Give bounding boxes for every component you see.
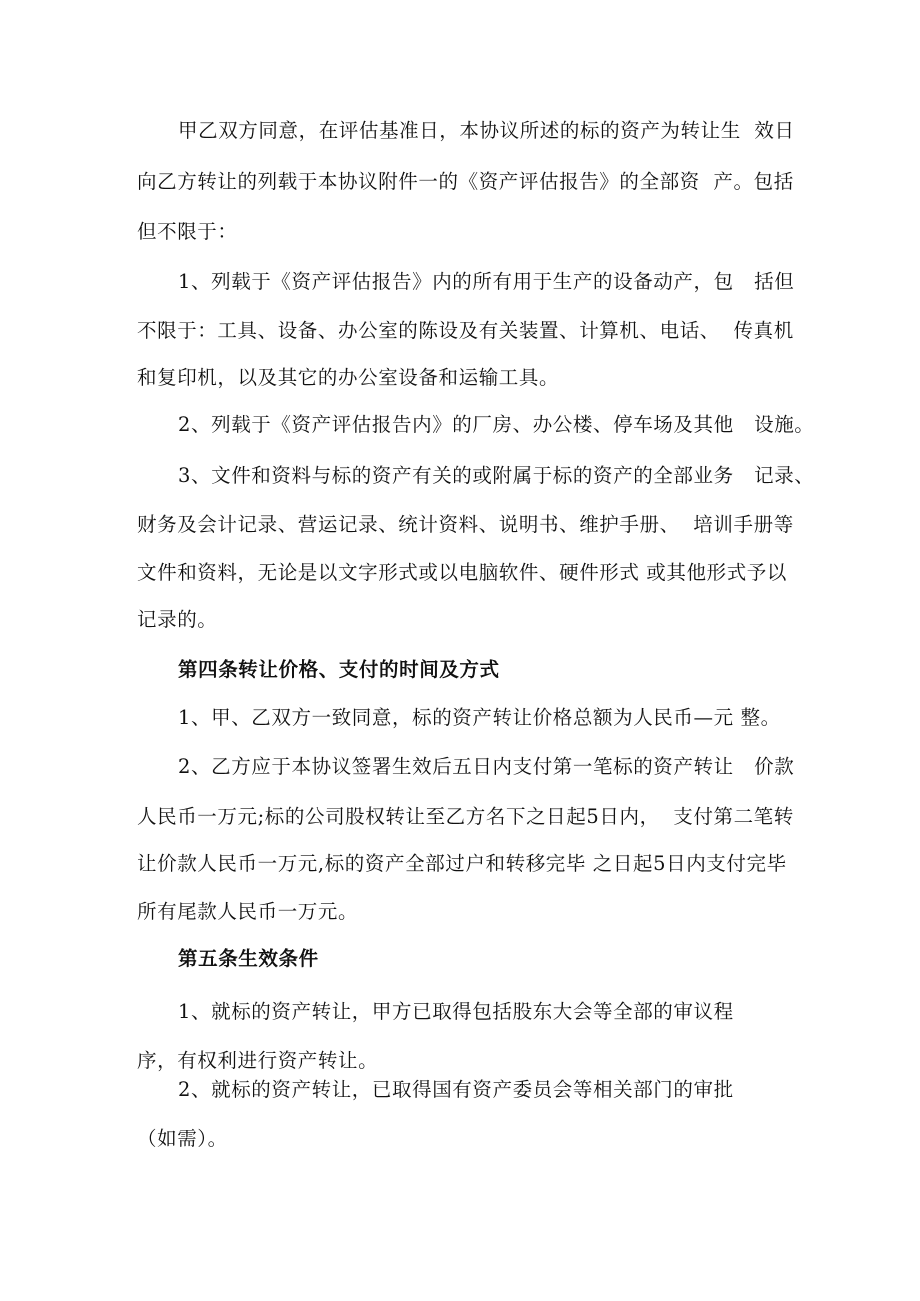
article5-p2-line-1: 2、就标的资产转让，已取得国有资产委员会等相关部门的审批 — [178, 1078, 734, 1101]
item1-line-1: 1、列载于《资产评估报告》内的所有用于生产的设备动产，包 括但 — [178, 270, 795, 293]
intro-line-3: 但不限于： — [137, 220, 238, 243]
item2-line-1: 2、列载于《资产评估报告内》的厂房、办公楼、停车场及其他 设施。 — [178, 413, 815, 436]
article5-p1-line-1: 1、就标的资产转让，甲方已取得包括股东大会等全部的审议程 — [178, 1000, 734, 1023]
article5-p1-line-2: 序，有权利进行资产转让。 — [137, 1049, 379, 1072]
item1-line-2: 不限于：工具、设备、办公室的陈设及有关装置、计算机、电话、 传真机 — [137, 319, 794, 342]
article4-p2-line-2: 人民币一万元;标的公司股权转让至乙方名下之日起5日内， 支付第二笔转 — [137, 805, 794, 828]
intro-line-2: 向乙方转让的列载于本协议附件一的《资产评估报告》的全部资 产。包括 — [137, 170, 794, 193]
article4-p2-line-3: 让价款人民币一万元,标的资产全部过户和转移完毕 之日起5日内支付完毕 — [137, 852, 787, 875]
item1-line-3: 和复印机，以及其它的办公室设备和运输工具。 — [137, 366, 560, 389]
article4-p2-line-4: 所有尾款人民币一万元。 — [137, 900, 359, 923]
article5-p2-line-2: （如需）。 — [137, 1127, 228, 1150]
item3-line-2: 财务及会计记录、营运记录、统计资料、说明书、维护手册、 培训手册等 — [137, 513, 794, 536]
article4-heading: 第四条转让价格、支付的时间及方式 — [178, 658, 500, 681]
article5-heading: 第五条生效条件 — [178, 947, 319, 970]
item3-line-1: 3、文件和资料与标的资产有关的或附属于标的资产的全部业务 记录、 — [178, 464, 815, 487]
item3-line-3: 文件和资料，无论是以文字形式或以电脑软件、硬件形式 或其他形式予以 — [137, 561, 787, 584]
article4-p1-line-1: 1、甲、乙双方一致同意，标的资产转让价格总额为人民币—元 整。 — [178, 706, 781, 729]
item3-line-4: 记录的。 — [137, 608, 218, 631]
article4-p2-line-1: 2、乙方应于本协议签署生效后五日内支付第一笔标的资产转让 价款 — [178, 755, 795, 778]
intro-line-1: 甲乙双方同意，在评估基准日，本协议所述的标的资产为转让生 效日 — [178, 119, 795, 142]
